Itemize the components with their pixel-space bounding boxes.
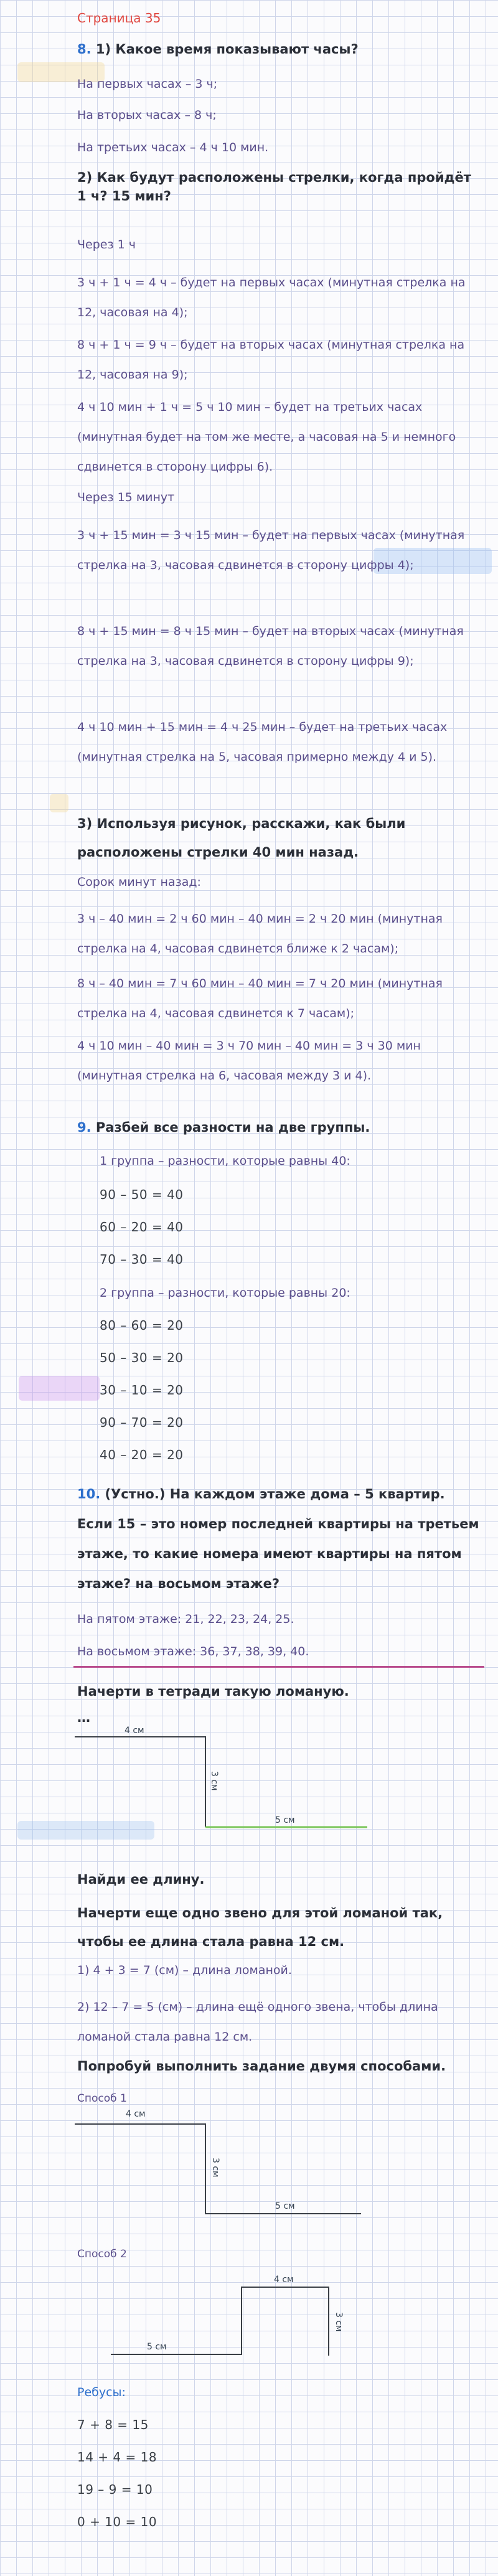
way2-seg1-label: 4 см (274, 2275, 294, 2285)
poly-a1: 1) 4 + 3 = 7 (см) – длина ломаной. (77, 1963, 292, 1977)
task-number: 9. (77, 1120, 92, 1135)
fig1-seg2-label: 3 см (209, 1771, 219, 1791)
task8-a1-line: На третьих часах – 4 ч 10 мин. (77, 141, 269, 154)
task10-q: 10. (Устно.) На каждом этаже дома – 5 квартир. Если 15 – это номер последней квартиры на третьем этаже, то какие номера имеют квартиры на пятом этаже? на восьмом этаже? (77, 1487, 479, 1591)
decor-blob (50, 794, 68, 812)
way1-seg1-label: 4 см (126, 2109, 146, 2119)
task8-r1-line: 4 ч 10 мин + 1 ч = 5 ч 10 мин – будет на третьих часах (минутная будет на том же месте, а часовая на 5 и немного сдвинется в сторону цифры 6). (77, 400, 456, 474)
task9-eq: 90 – 70 = 20 (100, 1415, 184, 1430)
fig1-seg3-label: 5 см (275, 1815, 295, 1825)
way1-seg2-label: 3 см (210, 2158, 220, 2178)
way1-seg3-label: 5 см (275, 2201, 295, 2211)
fig1-seg1-label: 4 см (125, 1726, 144, 1736)
task8-r2-line: 8 ч + 15 мин = 8 ч 15 мин – будет на вторых часах (минутная стрелка на 3, часовая сдвинется в сторону цифры 9); (77, 624, 464, 668)
way2-seg2-label: 3 см (334, 2312, 344, 2332)
polyline-figure-way1 (75, 2103, 423, 2227)
task9-q: 9. Разбей все разности на две группы. (77, 1120, 370, 1135)
way2-label: Способ 2 (77, 2248, 127, 2260)
task9-g1-label: 1 группа – разности, которые равны 40: (100, 1154, 350, 1168)
task-number: 10. (77, 1487, 101, 1502)
poly-q4: Попробуй выполнить задание двумя способами. (77, 2059, 446, 2074)
poly-q1: Начерти в тетради такую ломаную. (77, 1684, 349, 1699)
task9-eq: 60 – 20 = 40 (100, 1220, 184, 1234)
task8-sub2: Через 15 минут (77, 491, 175, 504)
task-number: 8. (77, 42, 92, 57)
rebus-line: 19 – 9 = 10 (77, 2482, 153, 2497)
rebus-line: 0 + 10 = 10 (77, 2514, 157, 2529)
task8-r2-line: 3 ч + 15 мин = 3 ч 15 мин – будет на первых часах (минутная стрелка на 3, часовая сдвинется в сторону цифры 4); (77, 529, 465, 572)
task9-eq: 40 – 20 = 20 (100, 1447, 184, 1462)
task10-a2: На восьмом этаже: 36, 37, 38, 39, 40. (77, 1645, 309, 1658)
poly-dots: … (77, 1710, 90, 1725)
task8-q2: 2) Как будут расположены стрелки, когда пройдёт 1 ч? 15 мин? (77, 170, 471, 204)
task8-r1-line: 8 ч + 1 ч = 9 ч – будет на вторых часах (минутная стрелка на 12, часовая на 9); (77, 338, 465, 382)
task8-a1-line: На первых часах – 3 ч; (77, 77, 218, 91)
task8-r2-line: 4 ч 10 мин + 15 мин = 4 ч 25 мин – будет на третьих часах (минутная стрелка на 5, часовая примерно между 4 и 5). (77, 720, 448, 764)
task9-eq: 30 – 10 = 20 (100, 1383, 184, 1398)
task8-q3: 3) Используя рисунок, расскажи, как были расположены стрелки 40 мин назад. (77, 816, 406, 860)
task8-r3-line: 8 ч – 40 мин = 7 ч 60 мин – 40 мин = 7 ч 20 мин (минутная стрелка на 4, часовая сдвинется к 7 часам); (77, 977, 443, 1020)
task8-sub3: Сорок минут назад: (77, 875, 201, 889)
task9-eq: 50 – 30 = 20 (100, 1350, 184, 1365)
task8-sub1: Через 1 ч (77, 238, 136, 251)
task8-a1-line: На вторых часах – 8 ч; (77, 108, 217, 122)
task9-eq: 90 – 50 = 40 (100, 1187, 184, 1202)
rebus-label: Ребусы: (77, 2386, 126, 2399)
task8-r1-line: 3 ч + 1 ч = 4 ч – будет на первых часах (минутная стрелка на 12, часовая на 4); (77, 276, 466, 319)
task9-eq: 80 – 60 = 20 (100, 1318, 184, 1333)
task9-eq: 70 – 30 = 40 (100, 1252, 184, 1267)
polyline-figure-1 (75, 1724, 423, 1874)
decor-blob (19, 1376, 100, 1401)
page-label: Страница 35 (77, 11, 161, 26)
task9-g2-label: 2 группа – разности, которые равны 20: (100, 1286, 350, 1300)
task10-a1: На пятом этаже: 21, 22, 23, 24, 25. (77, 1612, 294, 1626)
way2-seg3-label: 5 см (147, 2342, 167, 2352)
polyline-figure-way2 (75, 2268, 423, 2368)
task8-q1: 8. 1) Какое время показывают часы? (77, 42, 359, 57)
rebus-line: 14 + 4 = 18 (77, 2450, 157, 2465)
poly-a2: 2) 12 – 7 = 5 (см) – длина ещё одного звена, чтобы длина ломаной стала равна 12 см. (77, 2000, 438, 2044)
poly-q3: Начерти еще одно звено для этой ломаной так, чтобы ее длина стала равна 12 см. (77, 1906, 443, 1949)
poly-q2: Найди ее длину. (77, 1872, 205, 1887)
task8-r3-line: 4 ч 10 мин – 40 мин = 3 ч 70 мин – 40 мин = 3 ч 30 мин (минутная стрелка на 6, часовая между 3 и 4). (77, 1039, 421, 1083)
section-divider (73, 1666, 484, 1668)
rebus-line: 7 + 8 = 15 (77, 2417, 149, 2432)
way1-label: Способ 1 (77, 2092, 127, 2105)
task8-r3-line: 3 ч – 40 мин = 2 ч 60 мин – 40 мин = 2 ч 20 мин (минутная стрелка на 4, часовая сдвинется ближе к 2 часам); (77, 912, 443, 956)
